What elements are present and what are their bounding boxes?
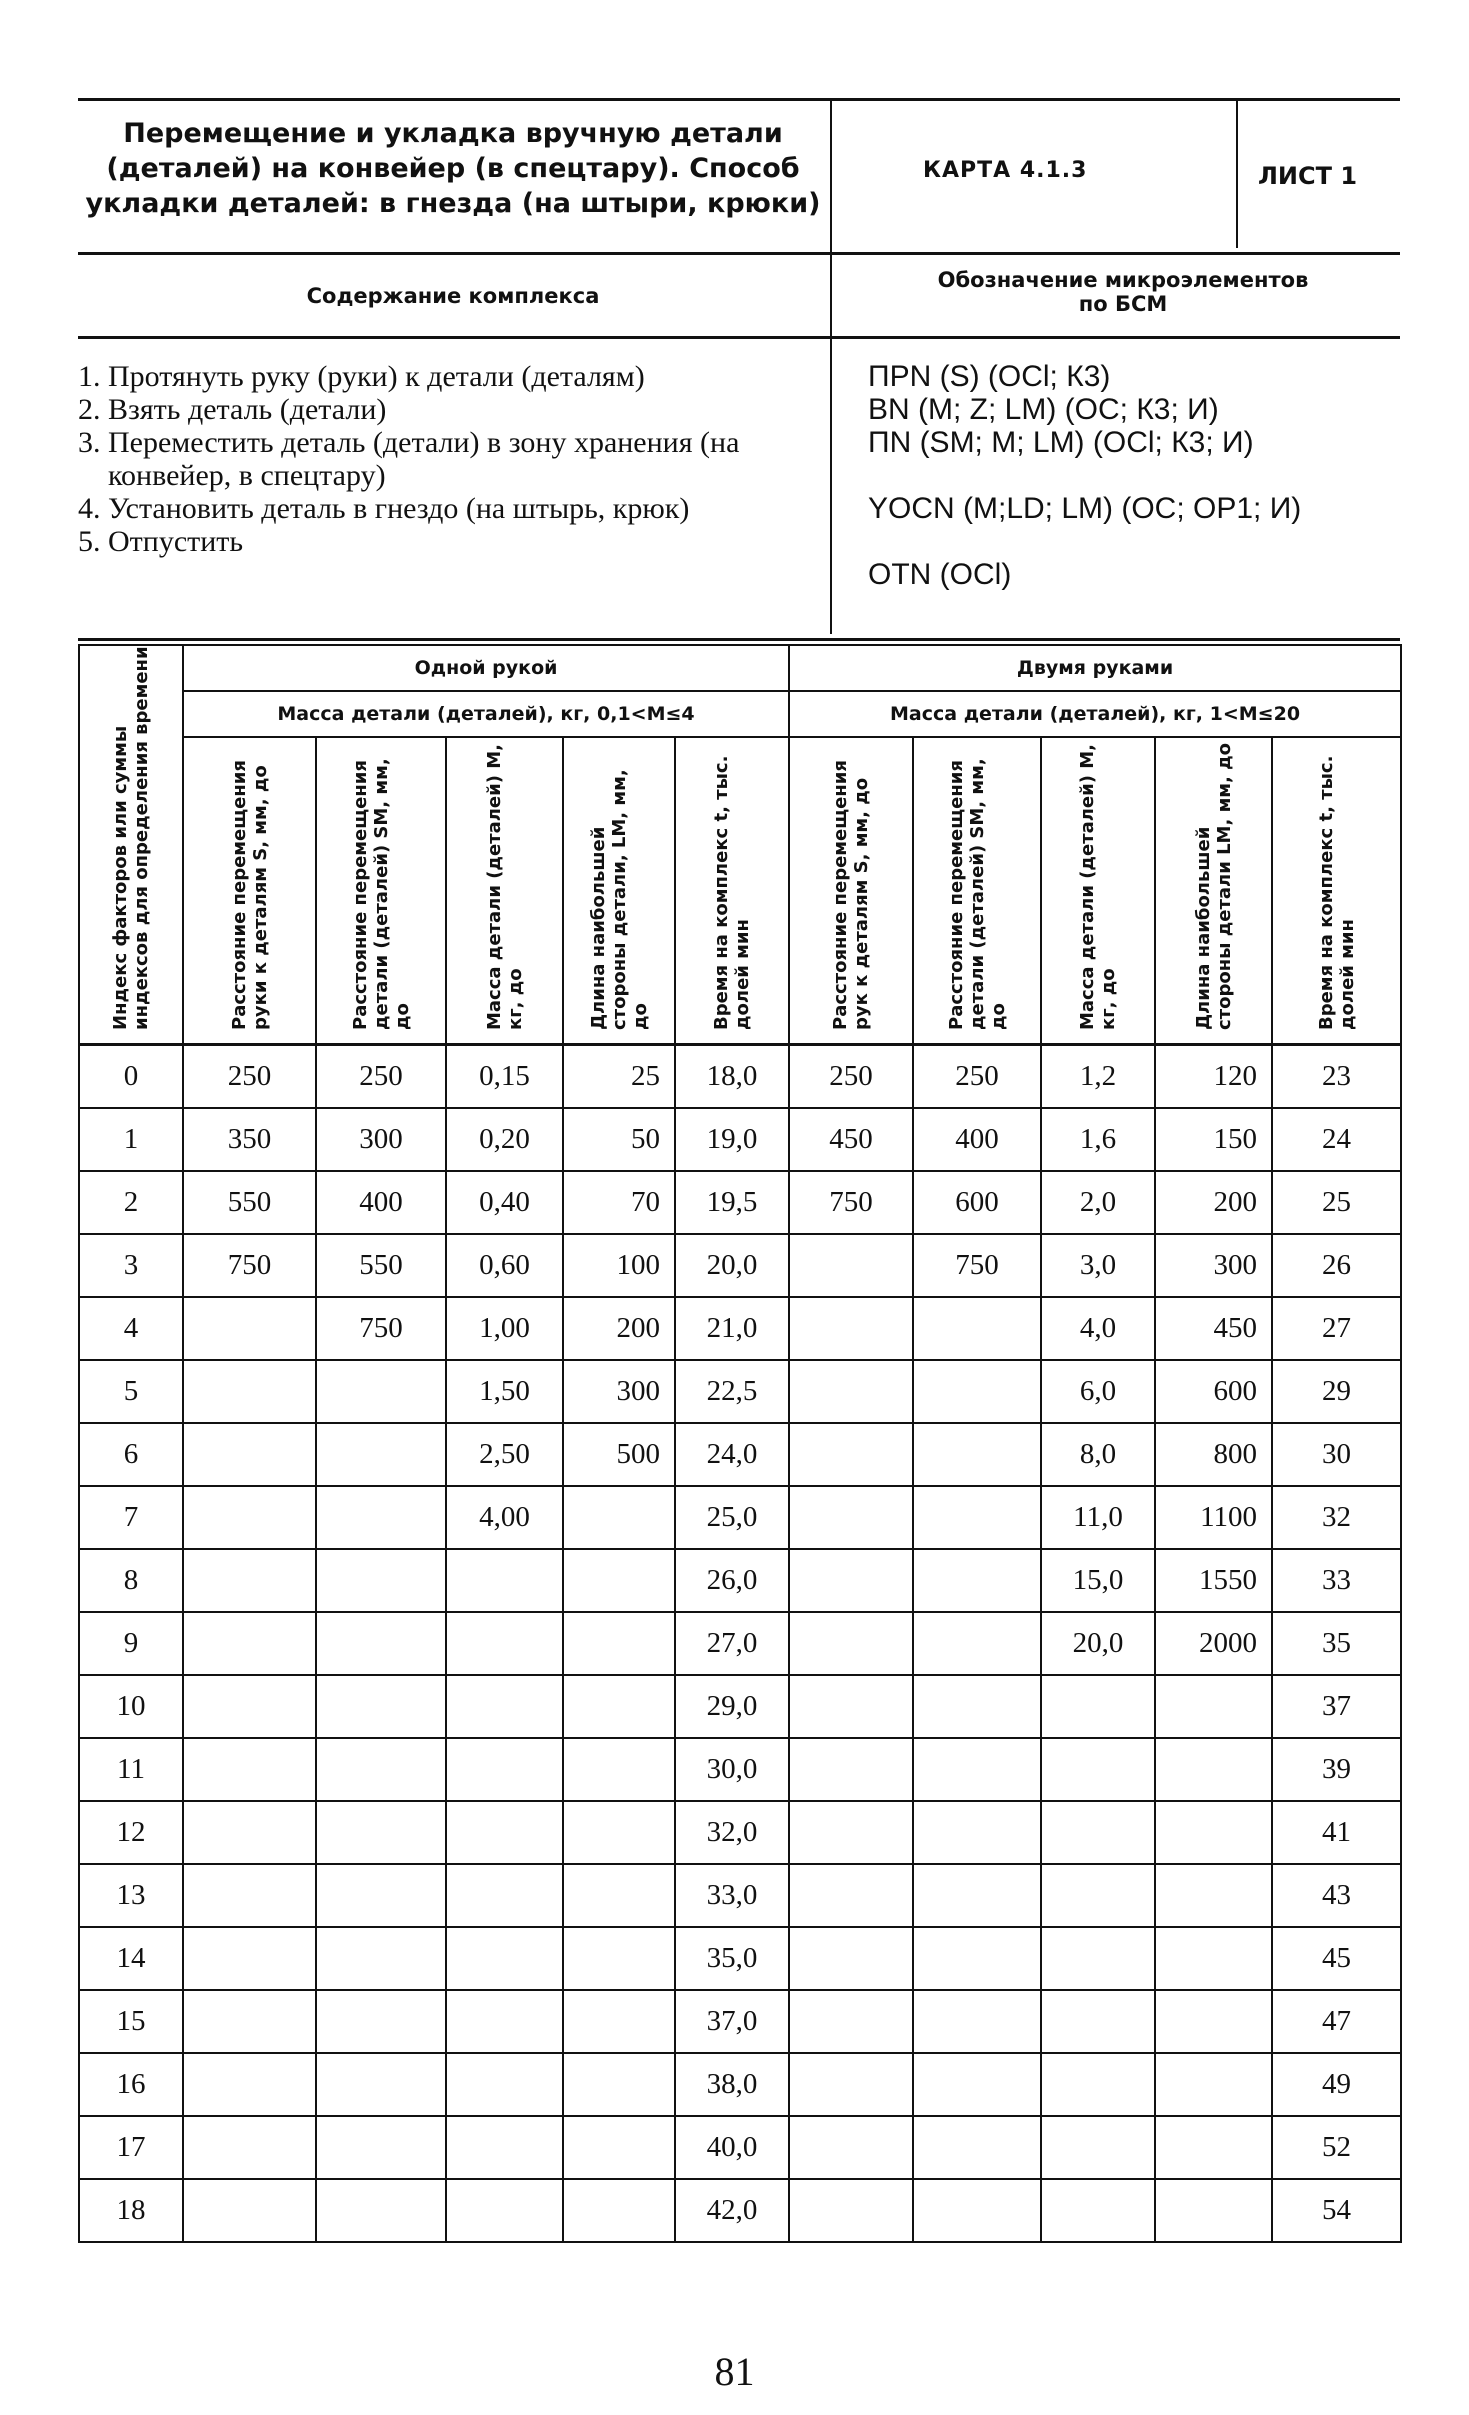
table-row [79,1108,1401,1171]
step-number: 2. [78,393,101,426]
table-cell: 11,0 [1041,1486,1155,1549]
table-cell: 26,0 [675,1549,789,1612]
table-cell [316,1864,446,1927]
table-cell: 600 [913,1171,1041,1234]
row-index: 11 [79,1738,183,1801]
table-cell [446,1738,563,1801]
table-cell [316,1927,446,1990]
card-number: КАРТА 4.1.3 [923,158,1088,183]
table-row [79,1612,1401,1675]
row-index: 0 [79,1045,183,1109]
index-header: Индекс факторов или суммы индексов для определения времени [79,645,183,1045]
table-cell: 49 [1272,2053,1401,2116]
table-cell: 500 [563,1423,675,1486]
table-cell [183,1738,316,1801]
table-cell [789,1297,913,1360]
table-cell: 300 [563,1360,675,1423]
table-cell: 41 [1272,1801,1401,1864]
table-cell [789,2179,913,2242]
table-cell [913,1549,1041,1612]
table-cell [316,1675,446,1738]
table-cell: 250 [183,1045,316,1109]
table-cell [789,1675,913,1738]
table-cell: 4,0 [1041,1297,1155,1360]
table-cell: 1,6 [1041,1108,1155,1171]
column-header: Длина наибольшей стороны детали, LM, мм, до [563,737,675,1045]
codes-heading-line: по БСМ [1078,292,1168,316]
step-text: Установить деталь в гнездо (на штырь, крюк) [108,492,690,525]
table-cell [789,1234,913,1297]
table-cell: 32 [1272,1486,1401,1549]
table-cell: 2,0 [1041,1171,1155,1234]
step-item [78,492,848,525]
table-cell: 52 [1272,2116,1401,2179]
table-cell [789,1927,913,1990]
group-one-hand: Одной рукой [183,645,789,691]
table-cell [1041,1801,1155,1864]
table-cell [789,1423,913,1486]
table-row [79,1927,1401,1990]
table-cell [913,1675,1041,1738]
table-row [79,1234,1401,1297]
table-cell [183,1360,316,1423]
column-header: Масса детали (деталей) M, кг, до [446,737,563,1045]
table-row [79,1486,1401,1549]
table-cell [316,1549,446,1612]
mass-range-two: Масса детали (деталей), кг, 1<M≤20 [789,691,1401,737]
code-item: BN (M; Z; LM) (ОС; К3; И) [868,393,1219,426]
table-cell [789,1486,913,1549]
step-text: Взять деталь (детали) [108,393,387,426]
table-cell: 33,0 [675,1864,789,1927]
table-cell: 24,0 [675,1423,789,1486]
table-cell [789,1864,913,1927]
row-index: 7 [79,1486,183,1549]
table-cell [563,2179,675,2242]
table-cell: 35,0 [675,1927,789,1990]
steps-list [78,360,848,558]
table-cell [913,1423,1041,1486]
table-cell [316,1738,446,1801]
table-cell [913,1927,1041,1990]
column-header: Масса детали (деталей) M, кг, до [1041,737,1155,1045]
table-cell: 24 [1272,1108,1401,1171]
table-cell [1155,1990,1272,2053]
row-index: 18 [79,2179,183,2242]
table-cell [563,1927,675,1990]
table-cell: 8,0 [1041,1423,1155,1486]
table-cell: 21,0 [675,1297,789,1360]
table-row [79,1864,1401,1927]
table-cell: 15,0 [1041,1549,1155,1612]
code-item: ПPN (S) (OCl; К3) [868,360,1111,393]
table-cell [913,1297,1041,1360]
table-cell [316,2179,446,2242]
table-cell [563,1675,675,1738]
table-cell [913,2179,1041,2242]
table-cell [446,1612,563,1675]
table-top-rule [78,638,1400,641]
table-row [79,1045,1401,1109]
table-cell [183,2053,316,2116]
table-cell: 300 [1155,1234,1272,1297]
table-cell [1155,1864,1272,1927]
table-cell [183,1927,316,1990]
table-cell [1155,1738,1272,1801]
table-row [79,2179,1401,2242]
sheet-divider [1236,98,1238,248]
table-cell [1041,1990,1155,2053]
table-cell [563,1549,675,1612]
table-cell: 750 [316,1297,446,1360]
row-index: 15 [79,1990,183,2053]
table-cell: 450 [789,1108,913,1171]
row-index: 16 [79,2053,183,2116]
table-cell: 20,0 [1041,1612,1155,1675]
row-index: 8 [79,1549,183,1612]
time-norms-table [78,644,1402,2243]
table-cell [446,1927,563,1990]
table-cell [563,1486,675,1549]
step-item [78,393,848,426]
table-cell: 600 [1155,1360,1272,1423]
code-item: OTN (OCl) [868,558,1012,591]
table-cell [789,2053,913,2116]
table-cell [1041,1675,1155,1738]
step-text: Переместить деталь (детали) в зону хранения (на конвейер, в спецтару) [108,426,740,492]
table-cell: 38,0 [675,2053,789,2116]
table-row [79,2053,1401,2116]
card-title [78,116,828,221]
codes-heading-line: Обозначение микроэлементов [937,268,1309,292]
table-cell [183,1675,316,1738]
table-cell [913,1864,1041,1927]
column-header: Время на комплекс t, тыс. долей мин [1272,737,1401,1045]
table-cell: 27,0 [675,1612,789,1675]
row-index: 6 [79,1423,183,1486]
table-cell [563,2053,675,2116]
table-cell [316,1612,446,1675]
table-cell: 70 [563,1171,675,1234]
table-cell: 22,5 [675,1360,789,1423]
table-cell [446,1801,563,1864]
table-cell: 25 [1272,1171,1401,1234]
table-cell: 1100 [1155,1486,1272,1549]
row-index: 14 [79,1927,183,1990]
table-cell: 800 [1155,1423,1272,1486]
table-cell [183,1549,316,1612]
table-cell [446,1549,563,1612]
table-cell [789,1549,913,1612]
table-cell [316,1486,446,1549]
table-cell [183,1486,316,1549]
table-cell [1155,1927,1272,1990]
table-cell: 0,15 [446,1045,563,1109]
table-cell: 37 [1272,1675,1401,1738]
table-cell: 200 [1155,1171,1272,1234]
table-cell: 450 [1155,1297,1272,1360]
mass-range-one: Масса детали (деталей), кг, 0,1<M≤4 [183,691,789,737]
table-cell: 350 [183,1108,316,1171]
table-cell: 4,00 [446,1486,563,1549]
table-row [79,1423,1401,1486]
table-cell: 37,0 [675,1990,789,2053]
table-cell: 29,0 [675,1675,789,1738]
table-cell [1041,1927,1155,1990]
table-cell: 25 [563,1045,675,1109]
table-cell: 25,0 [675,1486,789,1549]
row-index: 12 [79,1801,183,1864]
step-number: 1. [78,360,101,393]
table-row [79,1360,1401,1423]
row-index: 13 [79,1864,183,1927]
table-cell [913,1612,1041,1675]
table-row [79,1549,1401,1612]
table-cell [316,1360,446,1423]
table-cell [789,1990,913,2053]
table-cell: 23 [1272,1045,1401,1109]
table-cell: 29 [1272,1360,1401,1423]
table-row [79,1675,1401,1738]
table-cell: 42,0 [675,2179,789,2242]
table-cell [1155,2116,1272,2179]
table-cell: 30 [1272,1423,1401,1486]
table-cell: 2,50 [446,1423,563,1486]
table-cell [1041,2179,1155,2242]
step-number: 4. [78,492,101,525]
title-line: укладки деталей: в гнезда (на штыри, крюки) [85,188,821,219]
table-cell: 120 [1155,1045,1272,1109]
step-number: 3. [78,426,101,459]
sheet-number: ЛИСТ 1 [1258,162,1358,190]
table-cell: 750 [183,1234,316,1297]
table-cell: 54 [1272,2179,1401,2242]
group-two-hands: Двумя руками [789,645,1401,691]
column-header: Расстояние перемещения рук к деталям S, мм, до [789,737,913,1045]
page-number: 81 [714,2349,755,2394]
code-item: ПN (SM; M; LM) (OCl; К3; И) [868,426,1254,459]
title-line: (деталей) на конвейер (в спецтару). Способ [106,153,800,184]
step-item [78,525,848,558]
table-cell [446,2116,563,2179]
table-cell: 1,2 [1041,1045,1155,1109]
header-rule [78,252,1400,255]
table-cell [183,1864,316,1927]
table-cell [1041,2116,1155,2179]
table-cell: 3,0 [1041,1234,1155,1297]
table-cell [563,1990,675,2053]
table-row [79,1297,1401,1360]
table-cell [1155,1675,1272,1738]
step-item [78,426,848,492]
row-index: 4 [79,1297,183,1360]
table-cell: 400 [316,1171,446,1234]
table-cell [1041,2053,1155,2116]
table-cell [1155,2179,1272,2242]
table-cell: 6,0 [1041,1360,1155,1423]
table-cell: 50 [563,1108,675,1171]
table-cell: 200 [563,1297,675,1360]
table-cell: 40,0 [675,2116,789,2179]
table-cell [183,1297,316,1360]
table-cell: 30,0 [675,1738,789,1801]
table-cell: 750 [789,1171,913,1234]
table-cell: 18,0 [675,1045,789,1109]
table-cell [183,1801,316,1864]
table-cell [1155,2053,1272,2116]
table-cell: 1550 [1155,1549,1272,1612]
table-cell [316,2116,446,2179]
table-cell: 100 [563,1234,675,1297]
column-header: Длина наибольшей стороны детали LM, мм, до [1155,737,1272,1045]
column-header: Время на комплекс t, тыс. долей мин [675,737,789,1045]
table-row [79,1738,1401,1801]
column-header: Расстояние перемещения детали (деталей) SM, мм, до [913,737,1041,1045]
table-cell: 20,0 [675,1234,789,1297]
table-body [79,1045,1401,2243]
table-cell: 750 [913,1234,1041,1297]
step-text: Протянуть руку (руки) к детали (деталям) [108,360,645,393]
table-cell: 400 [913,1108,1041,1171]
table-cell: 33 [1272,1549,1401,1612]
table-cell: 1,00 [446,1297,563,1360]
table-cell: 250 [789,1045,913,1109]
table-cell [316,2053,446,2116]
table-cell: 300 [316,1108,446,1171]
table-cell [563,1801,675,1864]
title-line: Перемещение и укладка вручную детали [123,118,783,149]
table-cell [913,1801,1041,1864]
table-cell: 250 [913,1045,1041,1109]
table-row [79,2116,1401,2179]
table-cell [563,1738,675,1801]
table-cell: 2000 [1155,1612,1272,1675]
table-cell [183,2179,316,2242]
table-cell: 0,60 [446,1234,563,1297]
table-cell [1041,1864,1155,1927]
table-cell [913,1738,1041,1801]
code-item: YOCN (M;LD; LM) (ОС; ОР1; И) [868,492,1302,525]
table-cell [183,1612,316,1675]
table-cell [563,1612,675,1675]
table-cell [789,1801,913,1864]
table-cell: 550 [316,1234,446,1297]
row-index: 3 [79,1234,183,1297]
table-row [79,1990,1401,2053]
table-cell: 45 [1272,1927,1401,1990]
table-cell [446,2179,563,2242]
table-cell [316,1801,446,1864]
table-cell [913,1486,1041,1549]
table-cell [183,1423,316,1486]
table-cell: 150 [1155,1108,1272,1171]
table-cell [446,1675,563,1738]
table-cell: 27 [1272,1297,1401,1360]
row-index: 17 [79,2116,183,2179]
table-cell [913,2053,1041,2116]
subheader-rule [78,336,1400,339]
table-cell [789,1612,913,1675]
table-cell [789,2116,913,2179]
table-cell: 39 [1272,1738,1401,1801]
table-cell: 1,50 [446,1360,563,1423]
step-text: Отпустить [108,525,244,558]
table-row [79,1801,1401,1864]
column-header: Расстояние перемещения детали (деталей) SM, мм, до [316,737,446,1045]
table-cell: 19,0 [675,1108,789,1171]
table-cell [789,1738,913,1801]
table-cell: 32,0 [675,1801,789,1864]
table-cell [563,1864,675,1927]
table-cell [446,1990,563,2053]
table-cell [913,1360,1041,1423]
table-cell [563,2116,675,2179]
table-cell: 26 [1272,1234,1401,1297]
table-cell: 550 [183,1171,316,1234]
table-row [79,1171,1401,1234]
column-header: Расстояние перемещения руки к деталям S, мм, до [183,737,316,1045]
step-item [78,360,848,393]
row-index: 9 [79,1612,183,1675]
codes-heading [848,268,1398,316]
table-cell: 35 [1272,1612,1401,1675]
table-cell: 47 [1272,1990,1401,2053]
step-number: 5. [78,525,101,558]
row-index: 5 [79,1360,183,1423]
table-cell [183,1990,316,2053]
table-cell: 0,20 [446,1108,563,1171]
table-cell [1041,1738,1155,1801]
microelement-codes [868,360,1408,591]
table-cell: 19,5 [675,1171,789,1234]
table-cell: 250 [316,1045,446,1109]
table-cell [1155,1801,1272,1864]
top-rule [78,98,1400,101]
table-cell [913,2116,1041,2179]
table-cell [183,2116,316,2179]
table-cell [913,1990,1041,2053]
table-cell [316,1990,446,2053]
table-cell: 0,40 [446,1171,563,1234]
table-cell [446,1864,563,1927]
row-index: 1 [79,1108,183,1171]
row-index: 2 [79,1171,183,1234]
table-cell [789,1360,913,1423]
content-heading: Содержание комплекса [306,284,600,308]
row-index: 10 [79,1675,183,1738]
table-cell: 43 [1272,1864,1401,1927]
table-cell [446,2053,563,2116]
table-cell [316,1423,446,1486]
